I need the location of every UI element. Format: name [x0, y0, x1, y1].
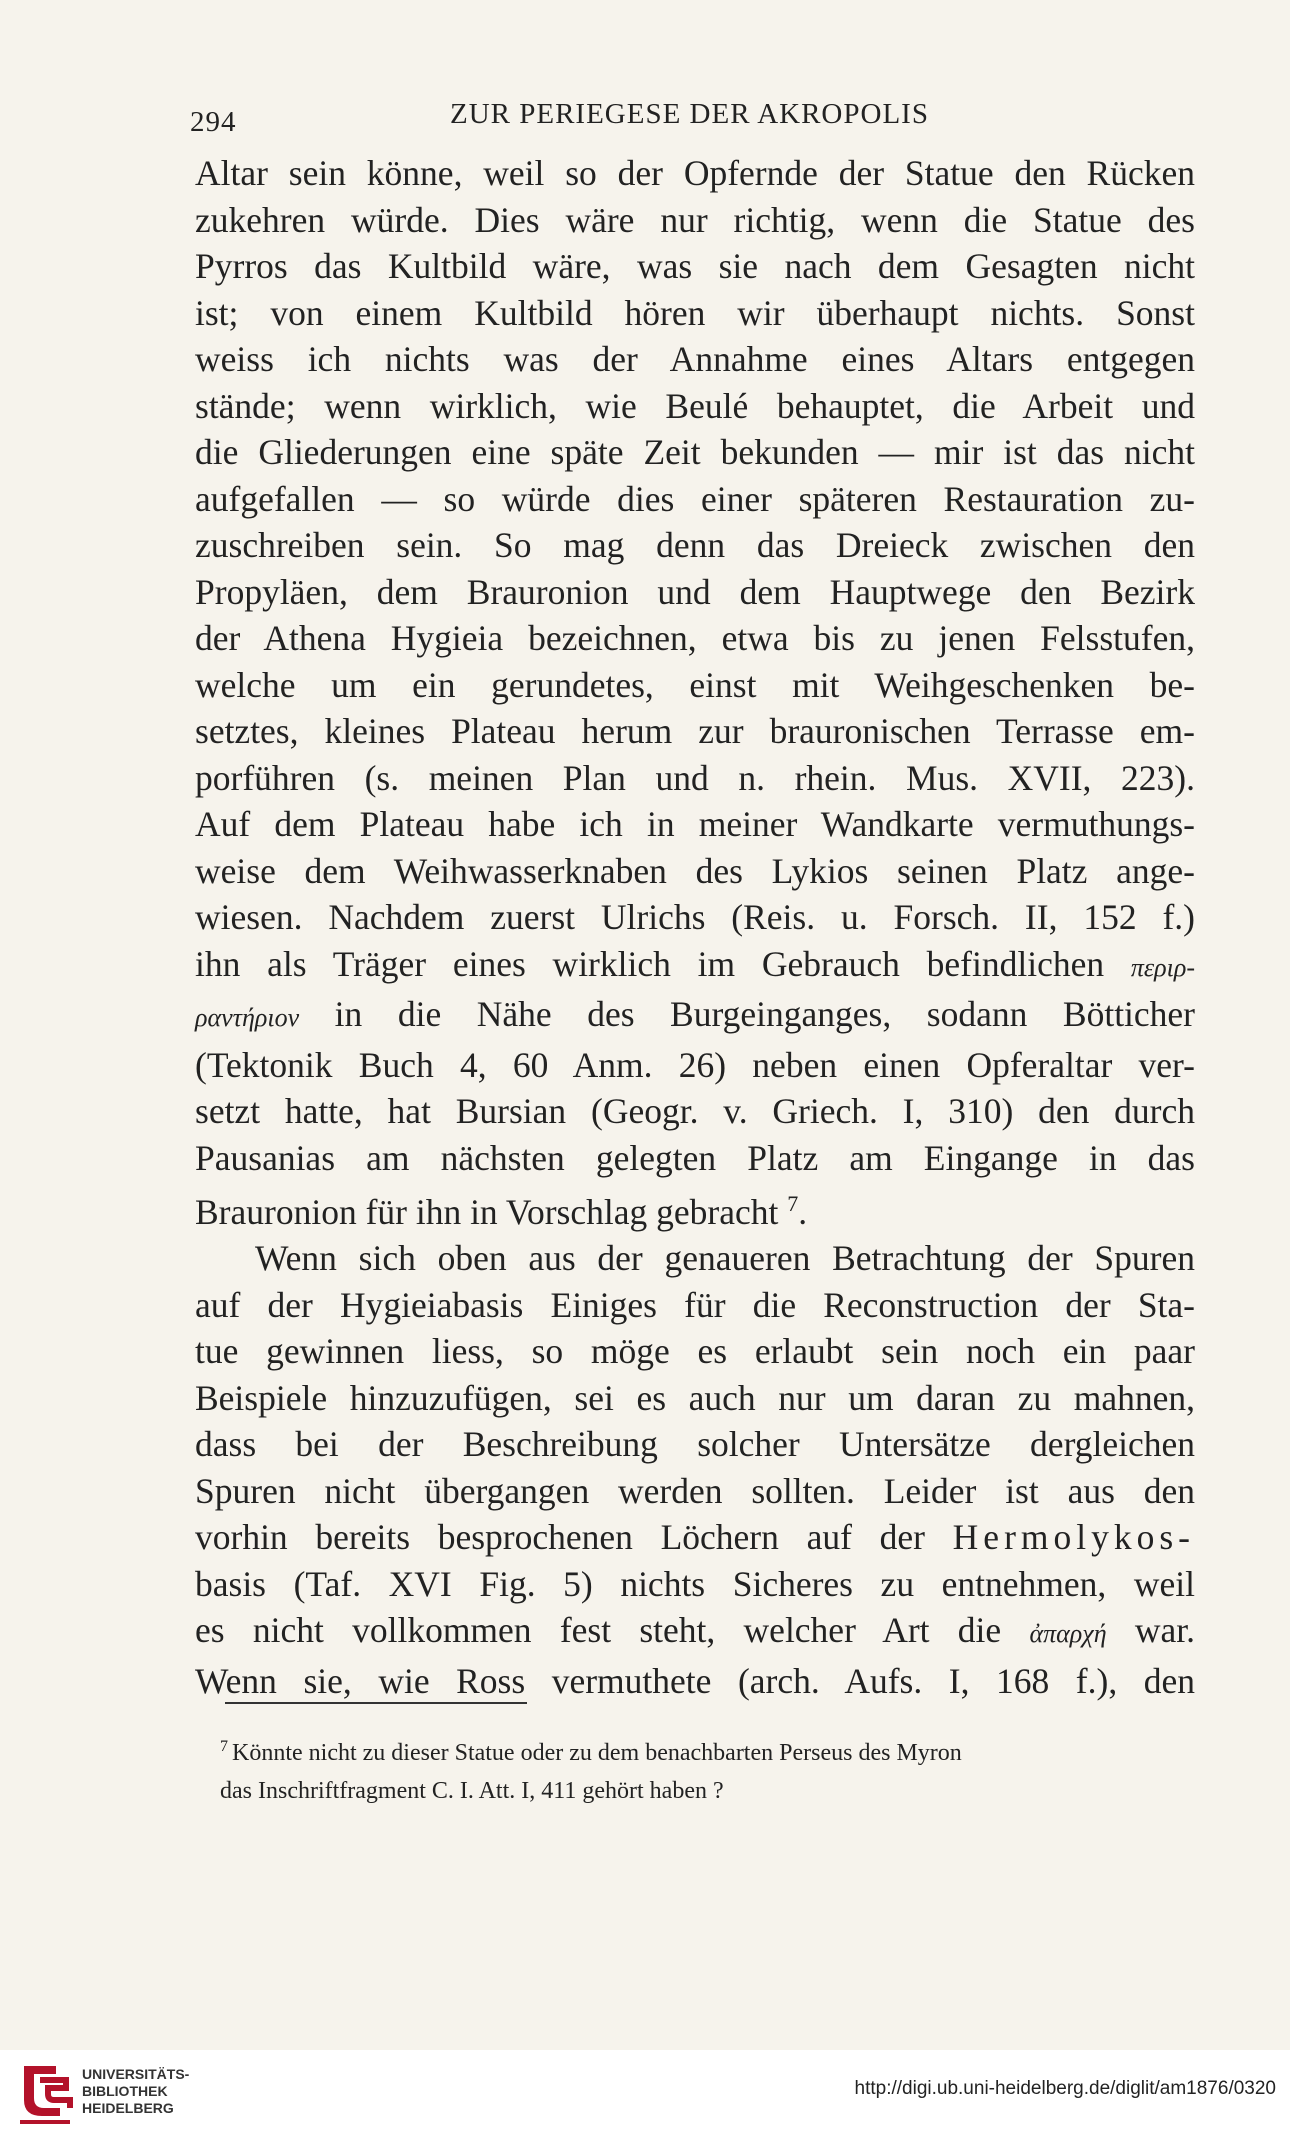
- footnote-reference: 7: [787, 1191, 799, 1216]
- text-line: tue gewinnen liess, so möge es erlaubt sein noch ein paar: [195, 1331, 1195, 1372]
- text-line: welche um ein gerundetes, einst mit Weihgeschenken be-: [195, 664, 1195, 705]
- text-line: Pyrros das Kultbild wäre, was sie nach dem Gesagten nicht: [195, 246, 1195, 286]
- page-number: 294: [190, 106, 237, 138]
- library-name-line: HEIDELBERG: [82, 2100, 174, 2116]
- text-line: weiss ich nichts was der Annahme eines Altars entgegen: [195, 339, 1195, 379]
- text-line: Auf dem Plateau habe ich in meiner Wandkarte vermuthungs-: [195, 804, 1195, 844]
- text-line: (Tektonik Buch 4, 60 Anm. 26) neben einen Opferaltar ver-: [195, 1044, 1195, 1085]
- text-fragment: Brauronion für ihn in Vorschlag gebracht: [195, 1191, 779, 1232]
- text-line: [195, 1514, 1195, 1561]
- greek-word: περιρ-: [1130, 952, 1195, 982]
- text-line: Wenn sich oben aus der genaueren Betrachtung der Spuren: [255, 1238, 1195, 1279]
- footnote-mark: 7: [220, 1738, 228, 1755]
- text-line: [195, 941, 1195, 992]
- text-line: zuschreiben sein. So mag denn das Dreieck zwischen den: [195, 525, 1195, 565]
- text-line: Beispiele hinzuzufügen, sei es auch nur um daran zu mahnen,: [195, 1377, 1195, 1418]
- text-line: Propyläen, dem Brauronion und dem Hauptwege den Bezirk: [195, 571, 1195, 612]
- text-line: porführen (s. meinen Plan und n. rhein. Mus. XVII, 223).: [195, 757, 1195, 798]
- library-logo-icon[interactable]: [14, 2058, 76, 2128]
- text-line: setztes, kleines Plateau herum zur brauronischen Terrasse em-: [195, 711, 1195, 751]
- text-fragment: ihn als Träger eines wirklich im Gebrauch befindlichen: [195, 943, 1105, 984]
- footer-bar: [0, 2050, 1290, 2134]
- text-line: Wenn sie, wie Ross vermuthete (arch. Aufs. I, 168 f.), den: [195, 1660, 1195, 1701]
- spaced-word: Hermolykos-: [952, 1517, 1196, 1558]
- text-line: ist; von einem Kultbild hören wir überhaupt nichts. Sonst: [195, 292, 1195, 333]
- text-line: Pausanias am nächsten gelegten Platz am Eingange in das: [195, 1137, 1195, 1178]
- text-line: [195, 1181, 1195, 1235]
- text-line: der Athena Hygieia bezeichnen, etwa bis zu jenen Felsstufen,: [195, 618, 1195, 658]
- text-line: aufgefallen — so würde dies einer späteren Restauration zu-: [195, 478, 1195, 519]
- text-line: die Gliederungen eine späte Zeit bekunden — mir ist das nicht: [195, 432, 1195, 472]
- text-fragment: war.: [1134, 1610, 1196, 1651]
- running-title: ZUR PERIEGESE DER AKROPOLIS: [450, 98, 929, 130]
- text-line: [195, 1607, 1195, 1658]
- page-header: [190, 98, 1190, 138]
- greek-word: ραντήριον: [195, 1003, 300, 1032]
- text-line: dass bei der Beschreibung solcher Untersätze dergleichen: [195, 1424, 1195, 1465]
- text-line: Spuren nicht übergangen werden sollten. Leider ist aus den: [195, 1470, 1195, 1511]
- library-name-line: BIBLIOTHEK: [82, 2083, 168, 2099]
- text-fragment: in die Nähe des Burgeinganges, sodann Bötticher: [334, 994, 1196, 1034]
- footnote-rule: [225, 1702, 527, 1704]
- text-line: setzt hatte, hat Bursian (Geogr. v. Griech. I, 310) den durch: [195, 1091, 1195, 1131]
- text-fragment: vorhin bereits besprochenen Löchern auf der: [195, 1517, 925, 1558]
- text-line: stände; wenn wirklich, wie Beulé behauptet, die Arbeit und: [195, 385, 1195, 426]
- library-name: [82, 2066, 189, 2117]
- text-fragment: es nicht vollkommen fest steht, welcher Art die: [195, 1610, 1002, 1651]
- footnote-line: [220, 1728, 1200, 1772]
- text-line: [195, 991, 1195, 1042]
- source-url-link[interactable]: http://digi.ub.uni-heidelberg.de/diglit/am1876/0320: [854, 2078, 1276, 2099]
- footnote-line: das Inschriftfragment C. I. Att. I, 411 gehört haben ?: [220, 1778, 724, 1804]
- text-line: zukehren würde. Dies wäre nur richtig, wenn die Statue des: [195, 199, 1195, 240]
- footnotes: [220, 1728, 1200, 1810]
- text-line: wiesen. Nachdem zuerst Ulrichs (Reis. u. Forsch. II, 152 f.): [195, 897, 1195, 937]
- library-name-line: UNIVERSITÄTS-: [82, 2066, 190, 2082]
- greek-word: ἀπαρχή: [1029, 1619, 1107, 1649]
- punctuation: .: [798, 1191, 808, 1232]
- text-line: auf der Hygieiabasis Einiges für die Reconstruction der Sta-: [195, 1284, 1195, 1325]
- body-text: [195, 150, 1195, 1704]
- footnote-text: Könnte nicht zu dieser Statue oder zu dem benachbarten Perseus des Myron: [232, 1740, 962, 1766]
- text-line: Altar sein könne, weil so der Opfernde der Statue den Rücken: [195, 153, 1195, 193]
- text-line: weise dem Weihwasserknaben des Lykios seinen Platz ange-: [195, 850, 1195, 891]
- text-line: basis (Taf. XVI Fig. 5) nichts Sicheres zu entnehmen, weil: [195, 1563, 1195, 1604]
